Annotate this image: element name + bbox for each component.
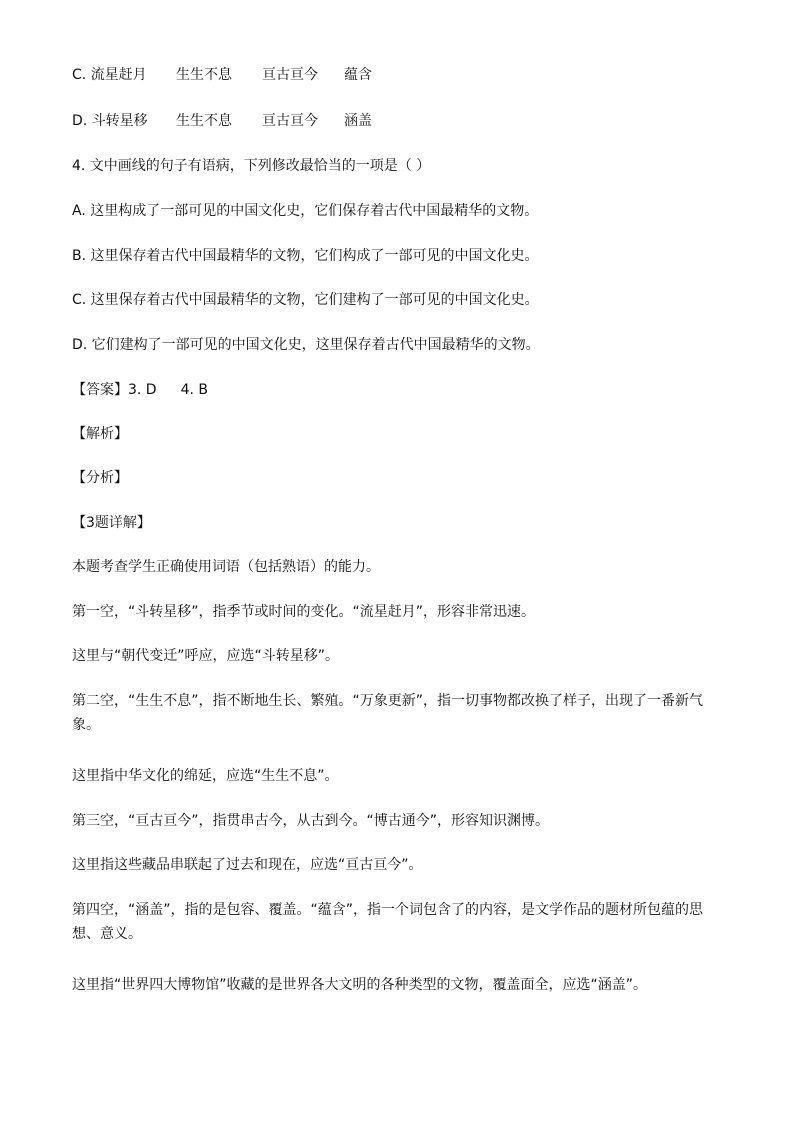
paragraph: 这里指中华文化的绵延，应选“生生不息”。 (72, 768, 339, 784)
paragraph: 这里指这些藏品串联起了过去和现在，应选“亘古亘今”。 (72, 857, 423, 873)
option-d-word2: 生生不息 (176, 113, 232, 129)
option-c-word2: 生生不息 (176, 67, 232, 83)
detail-3-heading: 【3题详解】 (72, 515, 151, 531)
paragraph: 第二空，“生生不息”，指不断地生长、繁殖。“万象更新”，指一切事物都改换了样子，出现了一番新气象。 (72, 693, 704, 733)
paragraph: 第四空，“涵盖”，指的是包容、覆盖。“蕴含”，指一个词包含了的内容，是文学作品的题材所包蕴的思想、意义。 (72, 902, 704, 942)
option-row-c (72, 66, 404, 84)
q4-option-d: D. 它们建构了一部可见的中国文化史，这里保存着古代中国最精华的文物。 (72, 337, 540, 353)
option-d-word4: 涵盖 (344, 113, 372, 129)
paragraph: 本题考查学生正确使用词语（包括熟语）的能力。 (72, 559, 380, 575)
fenxi-heading: 【分析】 (72, 470, 128, 486)
option-d-word3: 亘古亘今 (262, 113, 318, 129)
question-4-stem: 4. 文中画线的句子有语病，下列修改最恰当的一项是（ ） (72, 158, 431, 174)
option-c-word1: C. 流星赶月 (72, 67, 147, 83)
paragraph: 第三空，“亘古亘今”，指贯串古今，从古到今。“博古通今”，形容知识渊博。 (72, 813, 550, 829)
option-row-d (72, 112, 404, 130)
option-c-word4: 蕴含 (344, 67, 372, 83)
q4-option-b: B. 这里保存着古代中国最精华的文物，它们构成了一部可见的中国文化史。 (72, 248, 539, 264)
q4-option-a: A. 这里构成了一部可见的中国文化史，它们保存着古代中国最精华的文物。 (72, 203, 539, 219)
paragraph: 这里指“世界四大博物馆”收藏的是世界各大文明的各种类型的文物，覆盖面全，应选“涵盖”。 (72, 977, 648, 993)
answer-tag: 【答案】 (72, 382, 128, 398)
paragraph: 第一空，“斗转星移”，指季节或时间的变化。“流星赶月”，形容非常迅速。 (72, 604, 536, 620)
analysis-heading: 【解析】 (72, 426, 128, 442)
answer-line (72, 381, 208, 399)
q4-option-c: C. 这里保存着古代中国最精华的文物，它们建构了一部可见的中国文化史。 (72, 292, 539, 308)
answer-4: 4. B (180, 382, 209, 398)
option-d-word1: D. 斗转星移 (72, 113, 148, 129)
paragraph: 这里与“朝代变迁”呼应，应选“斗转星移”。 (72, 648, 340, 664)
option-c-word3: 亘古亘今 (262, 67, 318, 83)
answer-3: 3. D (128, 382, 157, 398)
